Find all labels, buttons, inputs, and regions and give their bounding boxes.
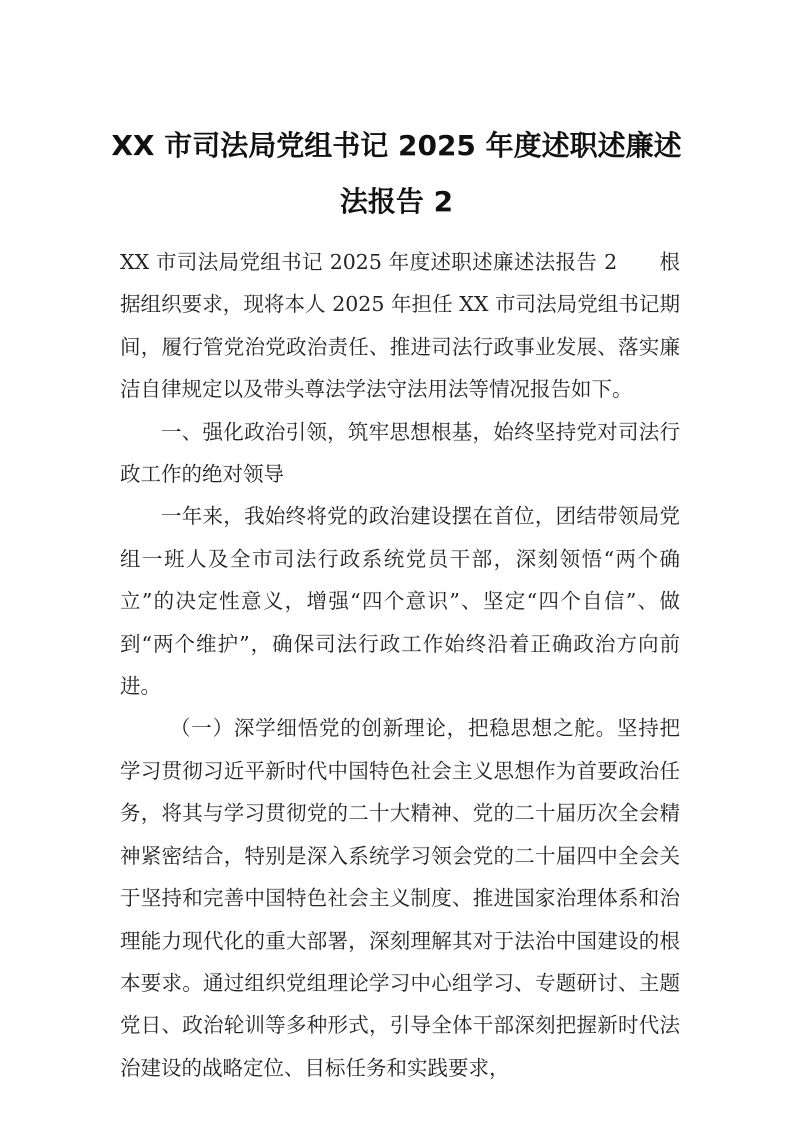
subsection-1-paragraph: （一）深学细悟党的创新理论，把稳思想之舵。坚持把学习贯彻习近平新时代中国特色社会主义思想作为首要政治任务，将其与学习贯彻党的二十大精神、党的二十届历次全会精神紧密结合，特别是深入系统学习领会党的二十届四中全会关于坚持和完善中国特色社会主义制度、推进国家治理体系和治理能力现代化的重大部署，深刻理解其对于法治中国建设的根本要求。通过组织党组理论学习中心组学习、专题研讨、主题党日、政治轮训等多种形式，引导全体干部深刻把握新时代法治建设的战略定位、目标任务和实践要求，	[120, 716, 680, 1080]
intro-paragraph	[120, 241, 680, 411]
intro-heading: XX 市司法局党组书记 2025 年度述职述廉述法报告 2	[120, 250, 618, 274]
document-body	[120, 241, 680, 1089]
section-1-paragraph: 一年来，我始终将党的政治建设摆在首位，团结带领局党组一班人及全市司法行政系统党员干部，深刻领悟“两个确立”的决定性意义，增强“四个意识”、坚定“四个自信”、做到“两个维护”，确保司法行政工作始终沿着正确政治方向前进。	[120, 504, 680, 699]
section-1-heading: 一、强化政治引领，筑牢思想根基，始终坚持党对司法行政工作的绝对领导	[120, 419, 680, 487]
intro-text: 根据组织要求，现将本人 2025 年担任 XX 市司法局党组书记期间，履行管党治党政治责任、推进司法行政事业发展、落实廉洁自律规定以及带头尊法学法守法用法等情况报告如下。	[120, 250, 681, 402]
document-title: XX 市司法局党组书记 2025 年度述职述廉述法报告 2	[111, 129, 682, 218]
